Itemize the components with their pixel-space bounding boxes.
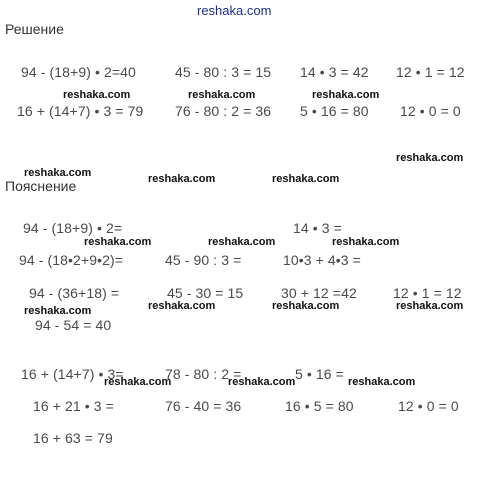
solution-expr: 76 - 80 : 2 = 36 (175, 103, 272, 119)
watermark: reshaka.com (24, 167, 92, 179)
explanation-expr: 94 - (36+18) = (29, 285, 120, 301)
watermark: reshaka.com (84, 236, 152, 248)
explanation-expr: 78 - 80 : 2 = (165, 366, 242, 382)
explanation-expr: 94 - (18+9) • 2= (23, 220, 123, 236)
explanation-expr: 14 • 3 = (293, 220, 342, 236)
explanation-expr: 30 + 12 =42 (281, 285, 357, 301)
explanation-expr: 12 • 0 = 0 (398, 398, 459, 414)
solution-expr: 12 • 1 = 12 (396, 64, 465, 80)
explanation-expr: 5 • 16 = (295, 366, 344, 382)
explanation-expr: 94 - 54 = 40 (35, 317, 112, 333)
solution-expr: 5 • 16 = 80 (300, 103, 369, 119)
explanation-expr: 12 • 1 = 12 (393, 285, 462, 301)
explanation-expr: 16 + 63 = 79 (33, 430, 113, 446)
watermark: reshaka.com (396, 300, 464, 312)
explanation-heading: Пояснение (5, 178, 77, 194)
solution-expr: 45 - 80 : 3 = 15 (175, 64, 272, 80)
watermark: reshaka.com (24, 305, 92, 317)
solution-expr: 14 • 3 = 42 (300, 64, 369, 80)
solution-expr: 94 - (18+9) • 2=40 (21, 64, 136, 80)
solution-heading: Решение (5, 21, 64, 37)
watermark: reshaka.com (63, 89, 131, 101)
site-link[interactable]: reshaka.com (197, 3, 272, 18)
watermark: reshaka.com (332, 236, 400, 248)
watermark: reshaka.com (208, 236, 276, 248)
explanation-expr: 45 - 30 = 15 (167, 285, 244, 301)
watermark: reshaka.com (148, 300, 216, 312)
explanation-expr: 16 + 21 • 3 = (33, 398, 114, 414)
explanation-expr: 94 - (18•2+9•2)= (19, 252, 124, 268)
watermark: reshaka.com (104, 376, 172, 388)
watermark: reshaka.com (348, 376, 416, 388)
solution-expr: 16 + (14+7) • 3 = 79 (17, 103, 144, 119)
watermark: reshaka.com (272, 300, 340, 312)
watermark: reshaka.com (228, 376, 296, 388)
solution-expr: 12 • 0 = 0 (400, 103, 461, 119)
explanation-expr: 10•3 + 4•3 = (283, 252, 361, 268)
explanation-expr: 76 - 40 = 36 (165, 398, 242, 414)
watermark: reshaka.com (312, 89, 380, 101)
explanation-expr: 16 + (14+7) • 3= (21, 366, 124, 382)
watermark: reshaka.com (188, 89, 256, 101)
explanation-expr: 45 - 90 : 3 = (165, 252, 242, 268)
watermark: reshaka.com (272, 173, 340, 185)
watermark: reshaka.com (396, 152, 464, 164)
explanation-expr: 16 • 5 = 80 (285, 398, 354, 414)
watermark: reshaka.com (148, 173, 216, 185)
